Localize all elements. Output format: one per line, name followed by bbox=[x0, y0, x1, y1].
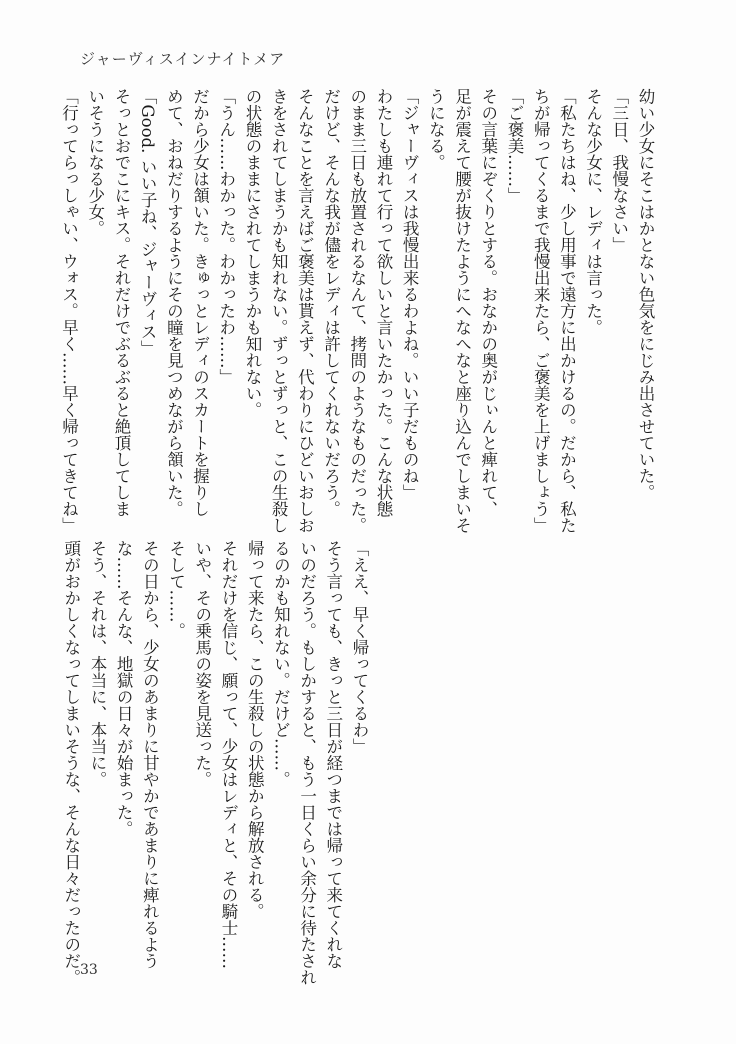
text-line: 「Good. いい子ね、ジャーヴィス」 bbox=[138, 88, 158, 357]
text-line: の状態のままにされてしまうかも知れない。 bbox=[242, 88, 262, 418]
text-line: そんな少女に、レディは言った。 bbox=[583, 88, 603, 336]
text-line: 「ジャーヴィスは我慢出来るわよね。いい子だものね」 bbox=[400, 88, 420, 501]
running-header: ジャーヴィスインナイトメア bbox=[80, 50, 286, 68]
text-line: きをされてしまうかも知れない。ずっとずっと、この生殺し bbox=[269, 88, 289, 534]
text-line: それだけを信じ、願って、少女はレディと、その騎士…… bbox=[218, 540, 238, 969]
text-line: いのだろう。もしかすると、もう一日くらい余分に待たされ bbox=[297, 540, 317, 986]
text-line: そう、それは、本当に、本当に。 bbox=[87, 540, 107, 788]
text-line: のまま三日も放置されるなんて、拷問のようなものだった。 bbox=[347, 88, 367, 534]
text-line: めて、おねだりするようにその瞳を見つめながら頷いた。 bbox=[164, 88, 184, 517]
text-line: そんなことを言えばご褒美は貰えず、代わりにひどいおしお bbox=[295, 88, 315, 534]
text-line: ちが帰ってくるまで我慢出来たら、ご褒美を上げましょう」 bbox=[531, 88, 551, 534]
text-line: るのかも知れない。だけど……。 bbox=[271, 540, 291, 788]
page-number: 33 bbox=[80, 962, 98, 978]
text-line: 「行ってらっしゃい、ウォス。早く……早く帰ってきてね」 bbox=[59, 88, 79, 534]
text-line: いや、その乗馬の姿を見送った。 bbox=[192, 540, 212, 788]
text-block-upper bbox=[55, 88, 658, 534]
text-line: 「三日、我慢なさい」 bbox=[609, 88, 629, 253]
text-line: な……そんな、地獄の日々が始まった。 bbox=[114, 540, 134, 837]
text-line: そっとおでこにキス。それだけでぶるぶると絶頂してしま bbox=[111, 88, 131, 517]
text-line: 「私たちはね、少し用事で遠方に出かけるの。だから、私た bbox=[557, 88, 577, 534]
text-line: 足が震えて腰が抜けたようにへなへなと座り込んでしまいそ bbox=[452, 88, 472, 534]
text-line: だけど、そんな我が儘をレディは許してくれないだろう。 bbox=[321, 88, 341, 517]
text-line: そう言っても、きっと三日が経つまでは帰って来てくれな bbox=[323, 540, 343, 969]
text-line: わたしも連れて行って欲しいと言いたかった。こんな状態 bbox=[373, 88, 393, 517]
text-line: 「ご褒美……」 bbox=[504, 88, 524, 204]
text-line: うになる。 bbox=[426, 88, 446, 171]
text-line: だから少女は頷いた。きゅっとレディのスカートを握りし bbox=[190, 88, 210, 517]
text-line: 幼い少女にそこはかとない色気をにじみ出させていた。 bbox=[636, 88, 655, 501]
text-line: 「ええ、早く帰ってくるわ」 bbox=[350, 540, 369, 755]
text-line: いそうになる少女。 bbox=[85, 88, 105, 237]
text-line: その言葉にぞくりとする。おなかの奥がじぃんと痺れて、 bbox=[478, 88, 498, 517]
text-line: 「うん……わかった。わかったわ……」 bbox=[216, 88, 236, 385]
text-line: その日から、少女のあまりに甘やかであまりに痺れるよう bbox=[140, 540, 160, 969]
text-line: 帰って来たら、この生殺しの状態から解放される。 bbox=[245, 540, 265, 920]
text-line: 頭がおかしくなってしまいそうな、そんな日々だったのだ。 bbox=[61, 540, 81, 986]
text-line: そして……。 bbox=[166, 540, 186, 639]
